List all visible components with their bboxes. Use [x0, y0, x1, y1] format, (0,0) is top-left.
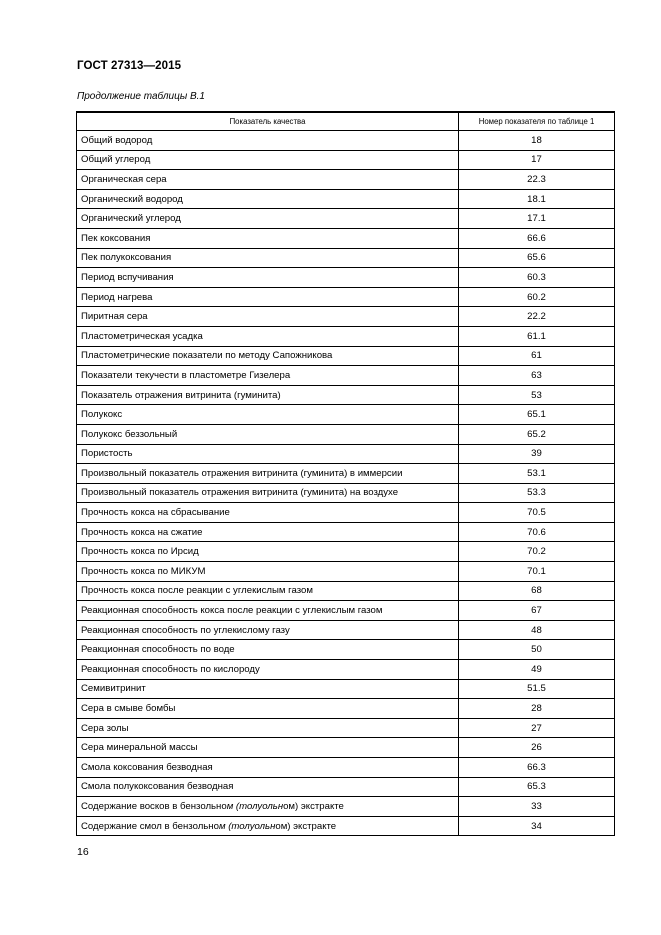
table-row	[77, 326, 615, 346]
indicator-name: Период вспучивания	[77, 268, 459, 288]
indicator-name: Содержание восков в бензольном (толуольном) экстракте	[77, 797, 459, 817]
indicator-name: Пек коксования	[77, 228, 459, 248]
indicator-name: Пластометрическая усадка	[77, 326, 459, 346]
indicator-name: Прочность кокса по Ирсид	[77, 542, 459, 562]
table-caption: Продолжение таблицы В.1	[77, 91, 205, 102]
table-row	[77, 503, 615, 523]
indicator-number: 26	[459, 738, 615, 758]
indicator-number: 22.3	[459, 170, 615, 190]
indicator-number: 49	[459, 660, 615, 680]
table-row	[77, 660, 615, 680]
indicator-number: 27	[459, 718, 615, 738]
table-row	[77, 816, 615, 836]
table-row	[77, 522, 615, 542]
indicator-number: 22.2	[459, 307, 615, 327]
table-row	[77, 738, 615, 758]
indicator-name: Прочность кокса по МИКУМ	[77, 562, 459, 582]
indicator-number: 53.3	[459, 483, 615, 503]
indicator-name: Пластометрические показатели по методу Сапожникова	[77, 346, 459, 366]
table-row	[77, 248, 615, 268]
table-row	[77, 170, 615, 190]
indicator-number: 50	[459, 640, 615, 660]
indicator-name: Сера золы	[77, 718, 459, 738]
indicator-name: Смола полукоксования безводная	[77, 777, 459, 797]
indicator-name: Сера в смыве бомбы	[77, 699, 459, 719]
indicator-number: 18	[459, 131, 615, 151]
indicator-name: Показатель отражения витринита (гуминита)	[77, 385, 459, 405]
table-row	[77, 679, 615, 699]
table-header-row	[77, 112, 615, 131]
table-row	[77, 562, 615, 582]
indicator-number: 70.2	[459, 542, 615, 562]
document-header: ГОСТ 27313—2015	[77, 60, 182, 72]
indicator-number: 70.5	[459, 503, 615, 523]
indicator-number: 34	[459, 816, 615, 836]
indicator-name: Полукокс	[77, 405, 459, 425]
table-row	[77, 640, 615, 660]
indicator-name: Общий углерод	[77, 150, 459, 170]
quality-indicators-table	[76, 111, 615, 836]
table-row	[77, 131, 615, 151]
indicator-name: Пек полукоксования	[77, 248, 459, 268]
table-row	[77, 346, 615, 366]
table-row	[77, 405, 615, 425]
table-row	[77, 150, 615, 170]
indicator-name: Произвольный показатель отражения витринита (гуминита) на воздухе	[77, 483, 459, 503]
indicator-name: Органический углерод	[77, 209, 459, 229]
column-header-number: Номер показателя по таблице 1	[459, 112, 615, 131]
indicator-name: Произвольный показатель отражения витринита (гуминита) в иммерсии	[77, 464, 459, 484]
indicator-number: 60.2	[459, 287, 615, 307]
table-row	[77, 718, 615, 738]
indicator-name: Семивитринит	[77, 679, 459, 699]
table-row	[77, 699, 615, 719]
indicator-number: 28	[459, 699, 615, 719]
indicator-name: Реакционная способность по кислороду	[77, 660, 459, 680]
table-row	[77, 307, 615, 327]
indicator-name: Прочность кокса на сбрасывание	[77, 503, 459, 523]
indicator-number: 17.1	[459, 209, 615, 229]
table-row	[77, 189, 615, 209]
indicator-number: 65.3	[459, 777, 615, 797]
column-header-indicator: Показатель качества	[77, 112, 459, 131]
table-row	[77, 620, 615, 640]
indicator-number: 61.1	[459, 326, 615, 346]
indicator-name: Период нагрева	[77, 287, 459, 307]
indicator-number: 33	[459, 797, 615, 817]
table-row	[77, 287, 615, 307]
indicator-number: 65.1	[459, 405, 615, 425]
page-number: 16	[77, 846, 89, 858]
indicator-number: 53	[459, 385, 615, 405]
table-row	[77, 758, 615, 778]
table-row	[77, 797, 615, 817]
indicator-number: 66.3	[459, 758, 615, 778]
table-row	[77, 464, 615, 484]
indicator-number: 48	[459, 620, 615, 640]
indicator-name: Прочность кокса после реакции с углекислым газом	[77, 581, 459, 601]
table-row	[77, 542, 615, 562]
indicator-number: 17	[459, 150, 615, 170]
table-row	[77, 777, 615, 797]
table-row	[77, 581, 615, 601]
indicator-number: 65.2	[459, 424, 615, 444]
table-row	[77, 268, 615, 288]
indicator-name: Пиритная сера	[77, 307, 459, 327]
indicator-number: 53.1	[459, 464, 615, 484]
table-row	[77, 209, 615, 229]
indicator-number: 63	[459, 366, 615, 386]
indicator-name: Прочность кокса на сжатие	[77, 522, 459, 542]
indicator-number: 66.6	[459, 228, 615, 248]
indicator-name: Органическая сера	[77, 170, 459, 190]
indicator-name: Полукокс беззольный	[77, 424, 459, 444]
indicator-number: 60.3	[459, 268, 615, 288]
indicator-name: Пористость	[77, 444, 459, 464]
indicator-name: Реакционная способность по воде	[77, 640, 459, 660]
table-row	[77, 228, 615, 248]
indicator-number: 70.1	[459, 562, 615, 582]
indicator-name: Сера минеральной массы	[77, 738, 459, 758]
indicator-name: Органический водород	[77, 189, 459, 209]
indicator-number: 68	[459, 581, 615, 601]
indicator-number: 51.5	[459, 679, 615, 699]
table-row	[77, 444, 615, 464]
table-row	[77, 385, 615, 405]
indicator-number: 65.6	[459, 248, 615, 268]
indicator-number: 39	[459, 444, 615, 464]
table-row	[77, 483, 615, 503]
indicator-number: 18.1	[459, 189, 615, 209]
italic-term: м (толуольн	[226, 800, 284, 812]
indicator-name: Содержание смол в бензольном (толуольном) экстракте	[77, 816, 459, 836]
table-row	[77, 601, 615, 621]
indicator-name: Реакционная способность по углекислому газу	[77, 620, 459, 640]
indicator-number: 67	[459, 601, 615, 621]
italic-term: м (толуольн	[218, 820, 276, 832]
indicator-name: Показатели текучести в пластометре Гизелера	[77, 366, 459, 386]
indicator-name: Реакционная способность кокса после реакции с углекислым газом	[77, 601, 459, 621]
indicator-number: 61	[459, 346, 615, 366]
table-row	[77, 366, 615, 386]
indicator-number: 70.6	[459, 522, 615, 542]
table-row	[77, 424, 615, 444]
indicator-name: Смола коксования безводная	[77, 758, 459, 778]
indicator-name: Общий водород	[77, 131, 459, 151]
